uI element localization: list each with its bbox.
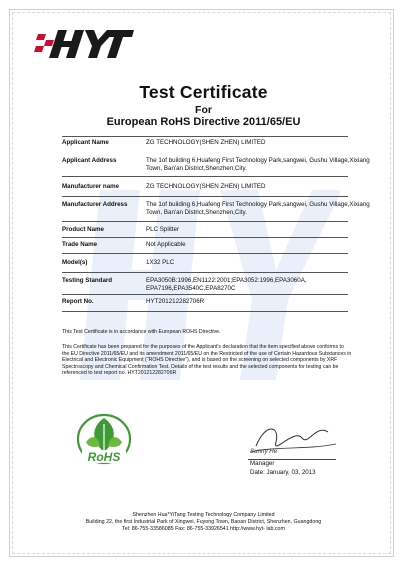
divider xyxy=(62,221,348,222)
field-value: EPA3050B:1996,EN1122:2001;EPA3052:1996,EPA3060A, EPA7196,EPA3540C,EPA8270C xyxy=(146,277,307,293)
field-value: ZG TECHNOLOGY(SHEN ZHEN) LIMITED xyxy=(146,183,266,190)
field-label: Testing Standard xyxy=(62,277,113,284)
divider xyxy=(62,294,348,295)
field-value: The 1of building 6,Huafeng First Technology Park,sangwei, Gushu Village,Xixiang Town, Ban'an District,Shenzhen,City. xyxy=(146,201,370,217)
field-label: Applicant Address xyxy=(62,157,117,164)
field-value: 1X32 PLC xyxy=(146,259,175,266)
field-value: Not Applicable xyxy=(146,241,186,248)
divider xyxy=(62,311,348,312)
divider-top xyxy=(62,136,348,137)
field-label: Applicant Name xyxy=(62,139,109,146)
signature-scribble xyxy=(236,416,346,464)
divider xyxy=(62,272,348,273)
certificate-description: This Certificate has been prepared for the purposes of the Applicant's declaration that the item specified above conforms to the EU Directive 2011/65/EU and its amendment 2011/65/EU on the Restricted of the use of Certain Hazardous Substances in Electrical and Electronic Equipment ("ROHS Directive"), and is based on the screening on selected components by XRF Spectroscopy and Chemical Confirmation Test. Details of the test results and the selected components for testing can be referenced to test report no. HYT201212282706R xyxy=(62,344,352,377)
conformity-statement: This Test Certificate is in accordance with European ROHS Directive. xyxy=(62,329,221,335)
field-value: ZG TECHNOLOGY(SHEN ZHEN) LIMITED xyxy=(146,139,266,146)
divider xyxy=(62,253,348,254)
rohs-text: RoHS xyxy=(87,450,121,464)
signer-date: Date: January, 03, 2013 xyxy=(250,469,316,476)
certificate-title: Test Certificate xyxy=(139,82,268,102)
field-label: Trade Name xyxy=(62,241,98,248)
field-label: Manufacturer Address xyxy=(62,201,128,208)
subtitle-for: For xyxy=(195,104,212,116)
field-label: Manufacturer name xyxy=(62,183,120,190)
divider xyxy=(62,196,348,197)
footer-company: Shenzhen Hua*YiTang Testing Technology Company Limited xyxy=(132,512,275,518)
field-label: Product Name xyxy=(62,226,104,233)
footer-contact: Tel: 86-755-33586085 Fax: 86-755-33926541 http://www.hyt- lab.com xyxy=(122,526,285,532)
signature-name: Sunny He xyxy=(250,448,278,455)
subtitle-directive: European RoHS Directive 2011/65/EU xyxy=(106,116,301,128)
divider xyxy=(62,237,348,238)
field-label: Report No. xyxy=(62,298,94,305)
footer-address: Building 22, the first Industrial Park of Xingwei, Fuyong Town, Baoan District, Shenzhen, Guangdong xyxy=(85,519,322,525)
field-value: PLC Splitter xyxy=(146,226,180,233)
field-value: The 1of building 6,Huafeng First Technology Park,sangwei, Gushu Village,Xixiang Town, Ban'an District,Shenzhen,City. xyxy=(146,157,370,173)
field-value: HYT201212282706R xyxy=(146,298,205,305)
hyt-logo xyxy=(34,26,134,60)
signer-title: Manager xyxy=(250,460,275,467)
divider xyxy=(62,176,348,177)
field-label: Model(s) xyxy=(62,259,88,266)
